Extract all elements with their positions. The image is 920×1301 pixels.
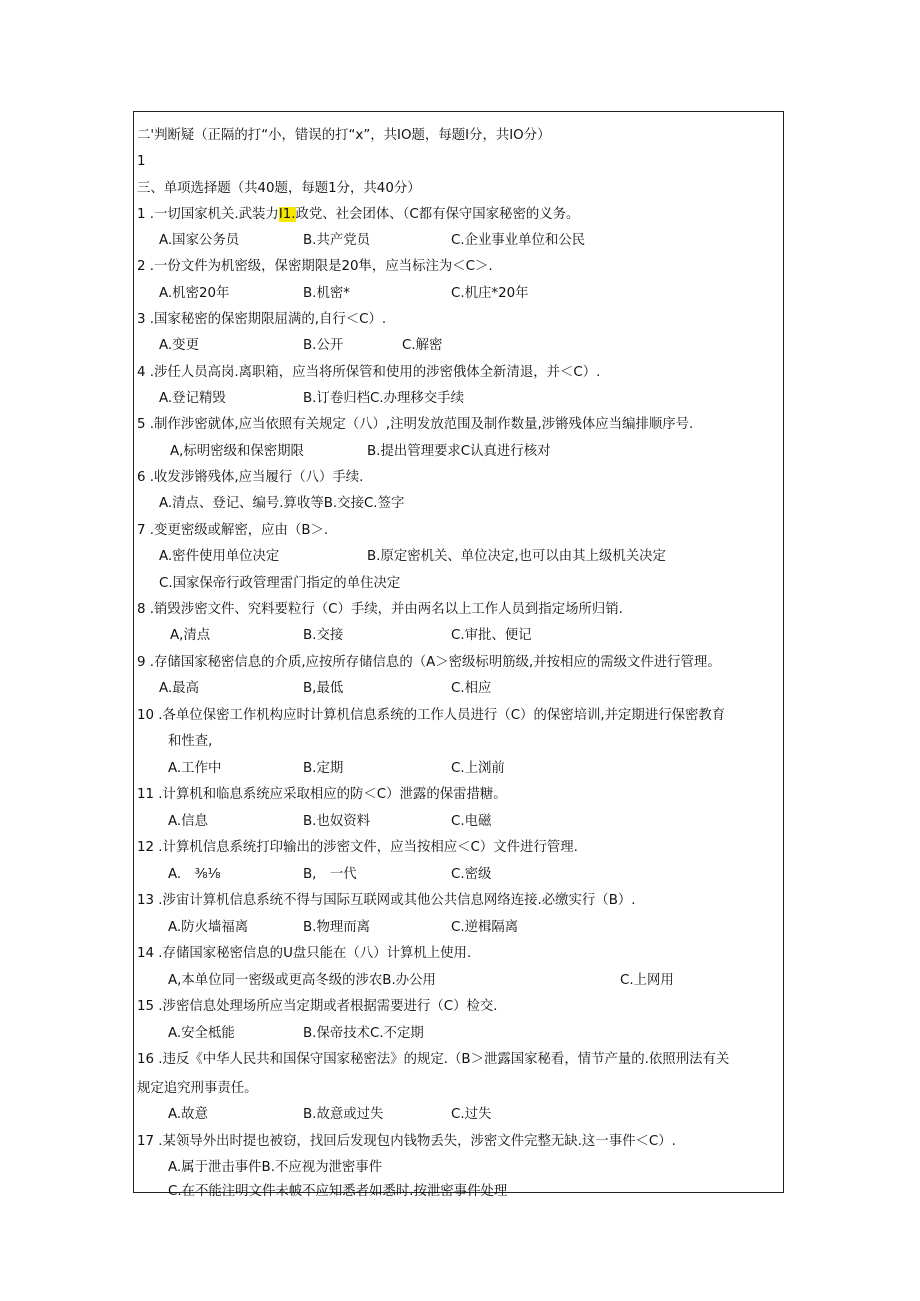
question-line: 2 .一份文件为机密级，保密期限是20隼，应当标注为＜C＞. [137, 259, 493, 274]
question-line: 15 .涉密信息处理场所应当定期或者根据需要进行（C）检交. [137, 999, 498, 1014]
option-text: B, 一代 [303, 867, 357, 882]
option-text: B.公开 [303, 338, 344, 353]
option-text: 和性查, [168, 734, 213, 749]
option-text: B.也奴资料 [303, 814, 371, 829]
option-text: A.防火墙福离 [168, 920, 249, 935]
option-text: A. ⅜⅛ [168, 867, 221, 882]
option-text: C.企业事业单位和公民 [451, 233, 586, 248]
question-line: 14 .存储国家秘密信息的U盘只能在（八）计算机上使用. [137, 946, 472, 961]
highlighted-text: I1. [278, 207, 296, 222]
question-line: 7 .变更密级或解密，应由（B＞. [137, 523, 329, 538]
option-text: A.故意 [168, 1107, 208, 1122]
option-text: C.上浏前 [451, 761, 505, 776]
option-text: A.安全柢能 [168, 1026, 235, 1041]
question-text: 1 .一切国家机关.武装力 [137, 207, 279, 222]
option-text: A.登记精毁 [159, 391, 226, 406]
option-text: A.变更 [159, 338, 199, 353]
option-text: A.密件使用单位决定 [159, 549, 280, 564]
option-text: C.电磁 [451, 814, 492, 829]
option-text: B.订卷归档C.办理移交手续 [303, 391, 464, 406]
question-line: 16 .违反《中华人民共和国保守国家秘密法》的规定.（B＞泄露国家秘看，情节产量的.依照刑法有关 [137, 1052, 730, 1067]
option-text: B.提出管理要求C认真进行核对 [367, 444, 551, 459]
question-line: 12 .计算机信息系统打印输出的涉密文件，应当按相应＜C）文件进行管理. [137, 840, 578, 855]
option-text: C.过失 [451, 1107, 492, 1122]
option-text: A,清点 [170, 628, 211, 643]
question-text: 政党、社会团体、（C都有保守国家秘密的义务。 [295, 207, 580, 222]
question-line: 5 .制作涉密就体,应当依照有关规定（八）,注明发放范围及制作数量,涉锵残体应当编排顺序号. [137, 417, 694, 432]
section-heading: 1 [137, 154, 146, 169]
option-text: B.物理而离 [303, 920, 371, 935]
question-line: 9 .存储国家秘密信息的介质,应按所存储信息的（A＞密级标明筋级,并按相应的需级文件进行管理。 [137, 655, 721, 670]
question-line: 10 .各单位保密工作机构应时计算机信息系统的工作人员进行（C）的保密培训,并定期进行保密教育 [137, 708, 726, 723]
section-heading: 三、单项选择题（共40题，每题1分，共40分） [137, 181, 421, 196]
question-line: 3 .国家秘密的保密期限屈满的,自行＜C）. [137, 312, 387, 327]
section-heading: 二'判断疑（正隔的打“小，错误的打“x”，共IO题，每题I分，共IO分） [137, 128, 551, 143]
option-text: A,标明密级和保密期限 [170, 444, 304, 459]
option-text: C.相应 [451, 681, 492, 696]
option-text: C.审批、便记 [451, 628, 532, 643]
question-line: 8 .销毁涉密文件、究料要粒行（C）手续，并由两名以上工作人员到指定场所归销. [137, 602, 623, 617]
question-line: 规定追究刑事责任。 [137, 1081, 258, 1096]
option-text: A.工作中 [168, 761, 222, 776]
option-text: A.机密20年 [159, 286, 230, 301]
question-line: 6 .收发涉锵残体,应当履行（八）手续. [137, 470, 364, 485]
option-text: B.故意或过失 [303, 1107, 384, 1122]
option-text: C.上网用 [620, 973, 674, 988]
option-text: A.国家公务员 [159, 233, 240, 248]
option-text: A.信息 [168, 814, 208, 829]
option-text: A.属于泄击事件B.不应视为泄密事件 [168, 1160, 383, 1175]
option-text: C.在不能注明文件未帔不应知悉者如悉时.按泄密事件处理 [168, 1184, 508, 1199]
option-text: B.原定密机关、单位决定,也可以由其上级机关决定 [367, 549, 666, 564]
option-text: B.机密* [303, 286, 350, 301]
option-text: B.定期 [303, 761, 344, 776]
option-text: B.交接 [303, 628, 344, 643]
option-text: B.保帝技术C.不定期 [303, 1026, 424, 1041]
option-text: B,最低 [303, 681, 344, 696]
option-text: A,本单位同一密级或更高冬级的涉农B.办公用 [168, 973, 436, 988]
option-text: C.解密 [402, 338, 443, 353]
question-line: 11 .计算机和临息系统应采取相应的防＜C）泄露的保雷措糖。 [137, 787, 507, 802]
option-text: C.国家保帝行政管理雷门指定的单住决定 [159, 576, 401, 591]
option-text: C.机庄*20年 [451, 286, 529, 301]
question-line: 17 .某领导外出时提也被窃，找回后发现包内钱物丢失，涉密文件完整无缺.这一事件＜C）. [137, 1134, 676, 1149]
question-line: 4 .涉任人员高岗.离职箱，应当将所保管和使用的涉密俄体全新清退，并＜C）. [137, 365, 601, 380]
option-text: A.清点、登记、编号.算收等B.交接C.签字 [159, 496, 405, 511]
option-text: C.密级 [451, 867, 492, 882]
option-text: C.逆楫隔离 [451, 920, 519, 935]
option-text: A.最高 [159, 681, 199, 696]
option-text: B.共产党员 [303, 233, 371, 248]
question-line: 13 .涉宙计算机信息系统不得与国际互联网或其他公共信息网络连接.必缴实行（B）. [137, 893, 636, 908]
question-line [137, 206, 579, 224]
